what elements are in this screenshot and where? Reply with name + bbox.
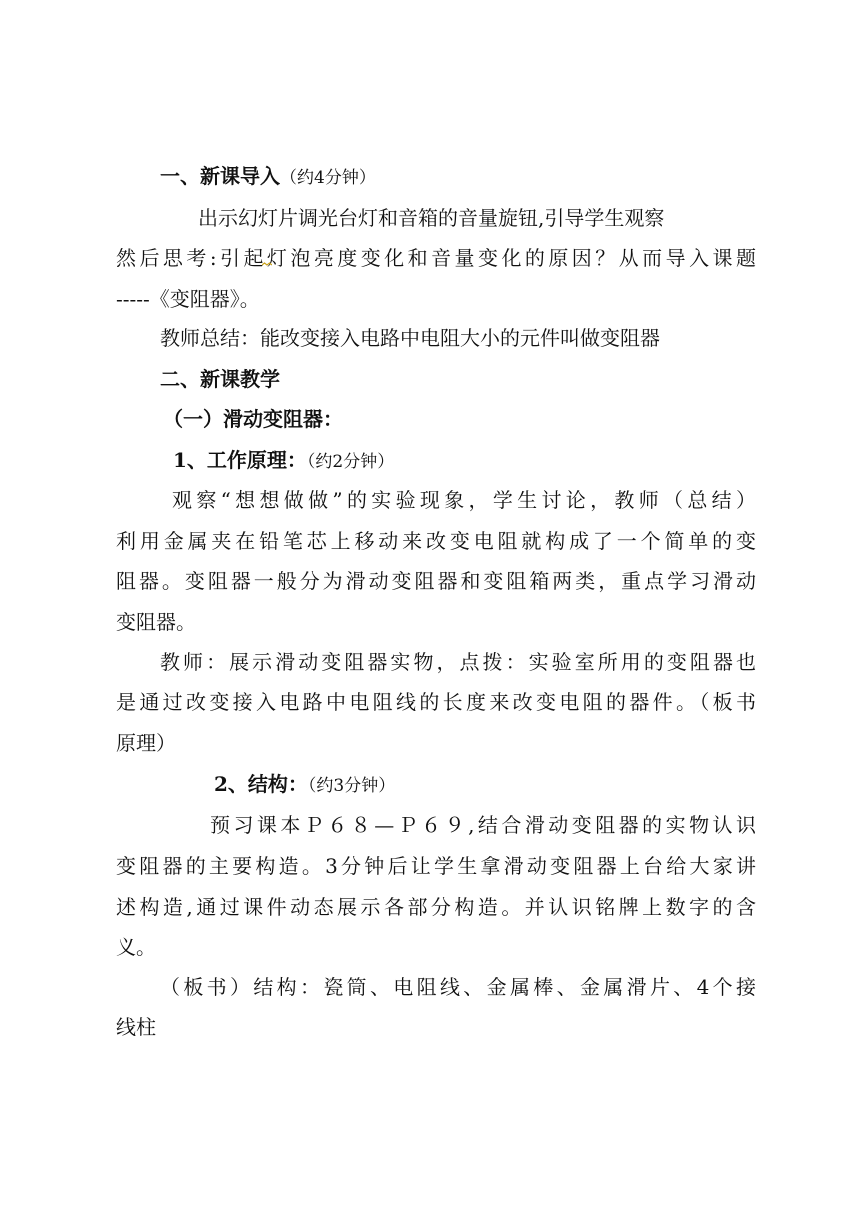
item1-teacher-line-1 (160, 650, 756, 674)
item1-para-line-1 (172, 488, 756, 512)
item2-para-text-3: 述构造,通过课件动态展示各部分构造。并认识铭牌上数字的含 (116, 895, 756, 919)
item2-para-line-3 (116, 895, 756, 919)
section1-para-text-3: -----《变阻器》。 (116, 287, 260, 311)
item2-title: 2、结构： (214, 772, 308, 796)
item2-duration: （约3分钟） (307, 776, 396, 796)
item2-para-line-4 (116, 935, 156, 959)
item2-board-text-1: （板书）结构：瓷筒、电阻线、金属棒、金属滑片、4个接 (160, 975, 756, 999)
item1-para-line-4 (116, 610, 196, 634)
item1-title: 1、工作原理： (173, 448, 307, 472)
section1-para-text-2: 然后思考:引起灯泡亮度变化和音量变化的原因？从而导入课题 (116, 246, 756, 270)
section1-heading-line (160, 164, 376, 190)
section2-heading (160, 367, 280, 391)
item1-title-line (173, 448, 394, 474)
item2-para-text-4: 义。 (116, 935, 156, 959)
section1-summary (160, 326, 660, 350)
item1-teacher-line-2 (116, 690, 756, 714)
section1-para-line-1 (198, 206, 664, 230)
section1-duration: （约4分钟） (280, 168, 376, 188)
spelling-squiggle (262, 262, 272, 268)
item1-teacher-text-2: 是通过改变接入电路中电阻线的长度来改变电阻的器件。（板书 (116, 690, 756, 714)
item1-para-line-2 (116, 529, 756, 553)
section2-subheading-text: （一）滑动变阻器： (163, 407, 343, 431)
item2-board-text-2: 线柱 (116, 1015, 156, 1039)
item2-board-line-1 (160, 975, 756, 999)
item2-board-line-2 (116, 1015, 156, 1039)
section1-para-line-2 (116, 246, 756, 270)
item1-teacher-line-3 (116, 731, 176, 755)
section2-subheading (163, 407, 343, 431)
item2-para-text-2: 变阻器的主要构造。3分钟后让学生拿滑动变阻器上台给大家讲 (116, 854, 756, 878)
item1-duration: （约2分钟） (306, 452, 395, 472)
item2-para-line-2 (116, 854, 756, 878)
item2-para-line-1 (210, 813, 756, 837)
section2-heading-text: 二、新课教学 (160, 367, 280, 391)
item1-para-text-4: 变阻器。 (116, 610, 196, 634)
section1-para-text-1: 出示幻灯片调光台灯和音箱的音量旋钮,引导学生观察 (198, 206, 665, 230)
item2-title-line (214, 772, 395, 798)
item1-teacher-text-1: 教师：展示滑动变阻器实物，点拨：实验室所用的变阻器也 (160, 650, 756, 674)
item1-teacher-text-3: 原理） (116, 731, 176, 755)
section1-para-line-3 (116, 287, 260, 311)
item1-para-text-1: 观察“想想做做”的实验现象，学生讨论，教师（总结） (172, 488, 756, 512)
section1-summary-text: 教师总结：能改变接入电路中电阻大小的元件叫做变阻器 (160, 326, 660, 350)
section1-heading: 一、新课导入 (160, 164, 280, 188)
item2-para-text-1: 预习课本Ｐ６８—Ｐ６９,结合滑动变阻器的实物认识 (210, 813, 756, 837)
item1-para-text-2: 利用金属夹在铅笔芯上移动来改变电阻就构成了一个简单的变 (116, 529, 756, 553)
item1-para-text-3: 阻器。变阻器一般分为滑动变阻器和变阻箱两类，重点学习滑动 (116, 569, 756, 593)
item1-para-line-3 (116, 569, 756, 593)
